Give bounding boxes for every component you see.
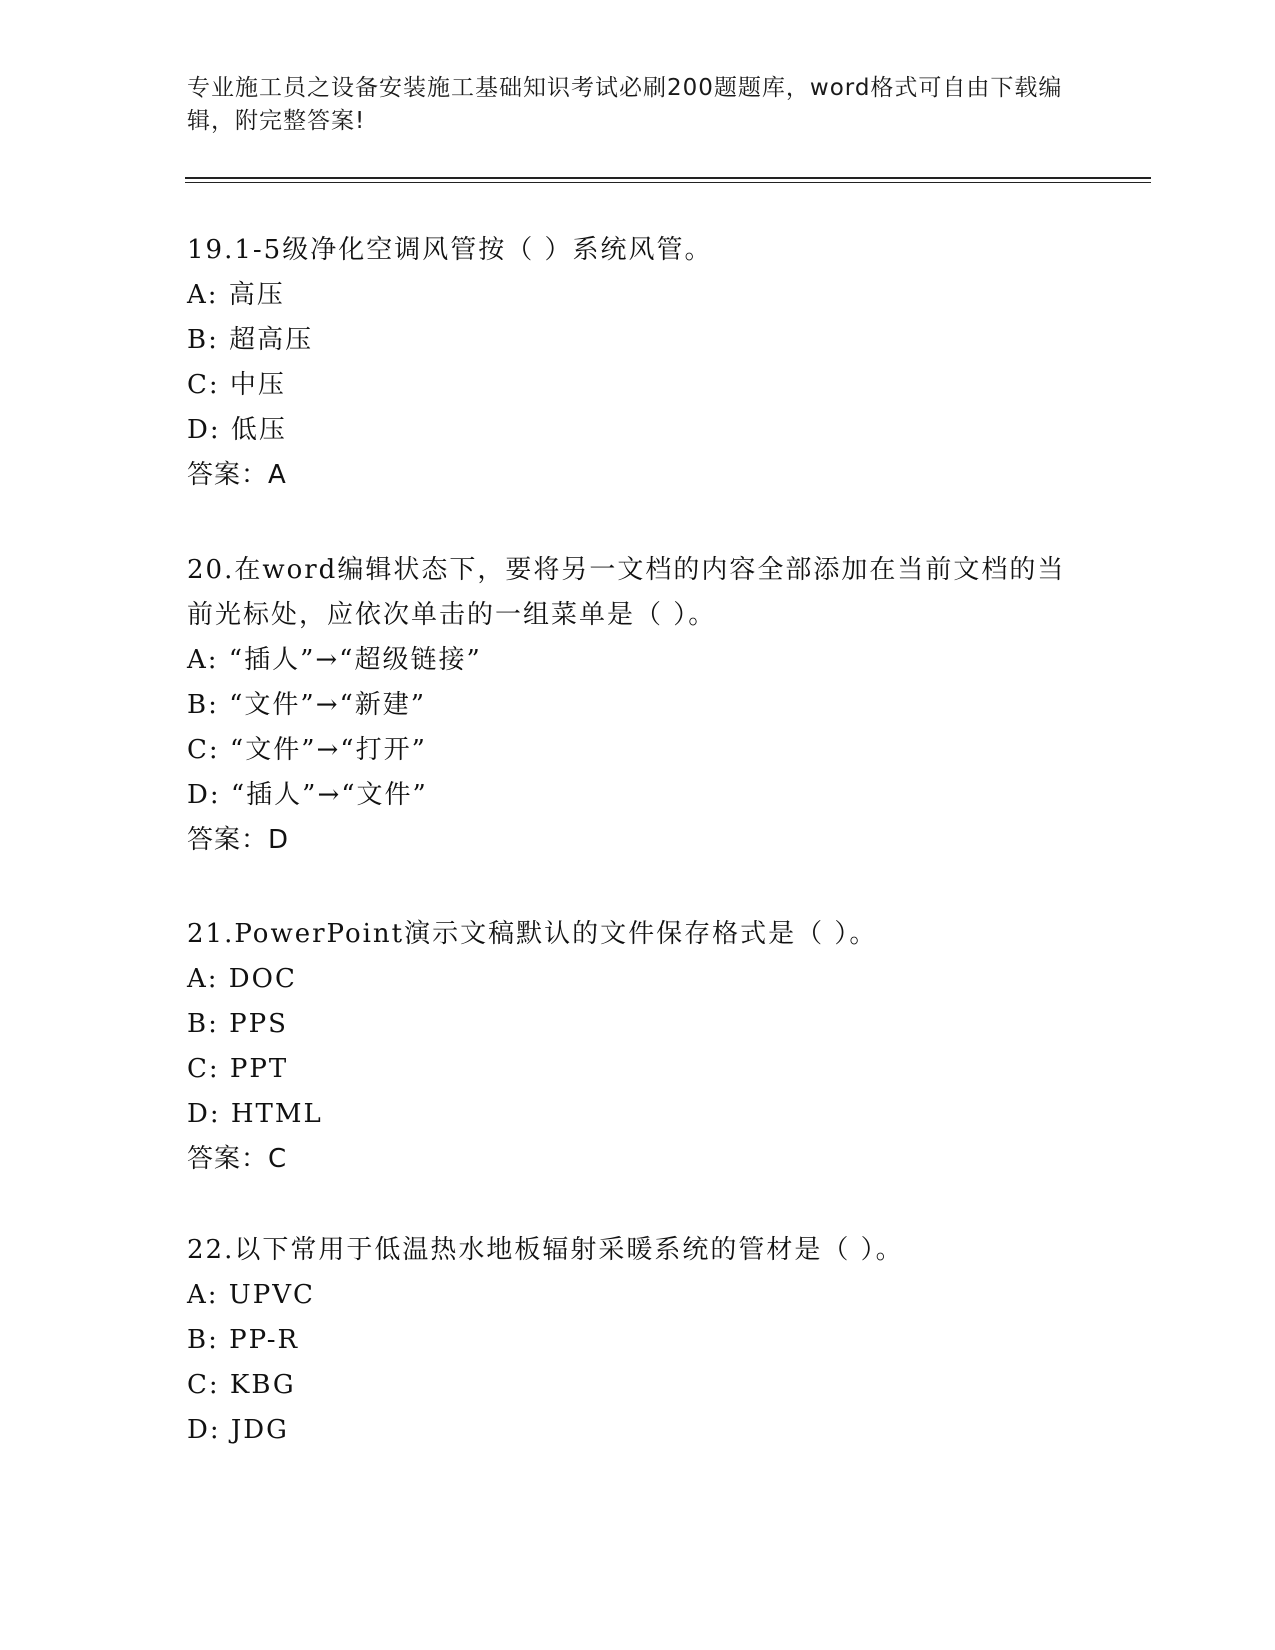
option-a: A: “插人”→“超级链接” (187, 645, 482, 675)
option-d: D: “插人”→“文件” (187, 780, 428, 810)
option-b: B: 超高压 (187, 325, 314, 355)
question-stem: 22.以下常用于低温热水地板辐射采暖系统的管材是（ ）。 (187, 1235, 904, 1265)
option-a: A: UPVC (187, 1280, 315, 1310)
question-19 (187, 228, 1087, 498)
option-b: B: PP-R (187, 1325, 300, 1355)
document-header: 专业施工员之设备安装施工基础知识考试必刷200题题库，word格式可自由下载编辑，附完整答案! (187, 75, 1063, 134)
question-20 (187, 548, 1087, 863)
question-stem: 21.PowerPoint演示文稿默认的文件保存格式是（ ）。 (187, 919, 878, 949)
option-c: C: 中压 (187, 370, 286, 400)
option-c: C: PPT (187, 1054, 289, 1084)
option-c: C: “文件”→“打开” (187, 735, 427, 765)
option-b: B: PPS (187, 1009, 288, 1039)
option-a: A: 高压 (187, 280, 285, 310)
answer: 答案：D (187, 825, 290, 855)
option-b: B: “文件”→“新建” (187, 690, 427, 720)
option-d: D: 低压 (187, 415, 287, 445)
question-21 (187, 912, 1087, 1182)
answer: 答案：A (187, 460, 287, 490)
question-22 (187, 1228, 1087, 1453)
question-stem: 20.在word编辑状态下，要将另一文档的内容全部添加在当前文档的当前光标处，应依次单击的一组菜单是（ ）。 (187, 555, 1066, 630)
header-divider (185, 177, 1151, 183)
option-c: C: KBG (187, 1370, 296, 1400)
answer: 答案：C (187, 1144, 288, 1174)
option-d: D: HTML (187, 1099, 323, 1129)
option-a: A: DOC (187, 964, 297, 994)
option-d: D: JDG (187, 1415, 289, 1445)
question-stem: 19.1-5级净化空调风管按（ ）系统风管。 (187, 235, 713, 265)
